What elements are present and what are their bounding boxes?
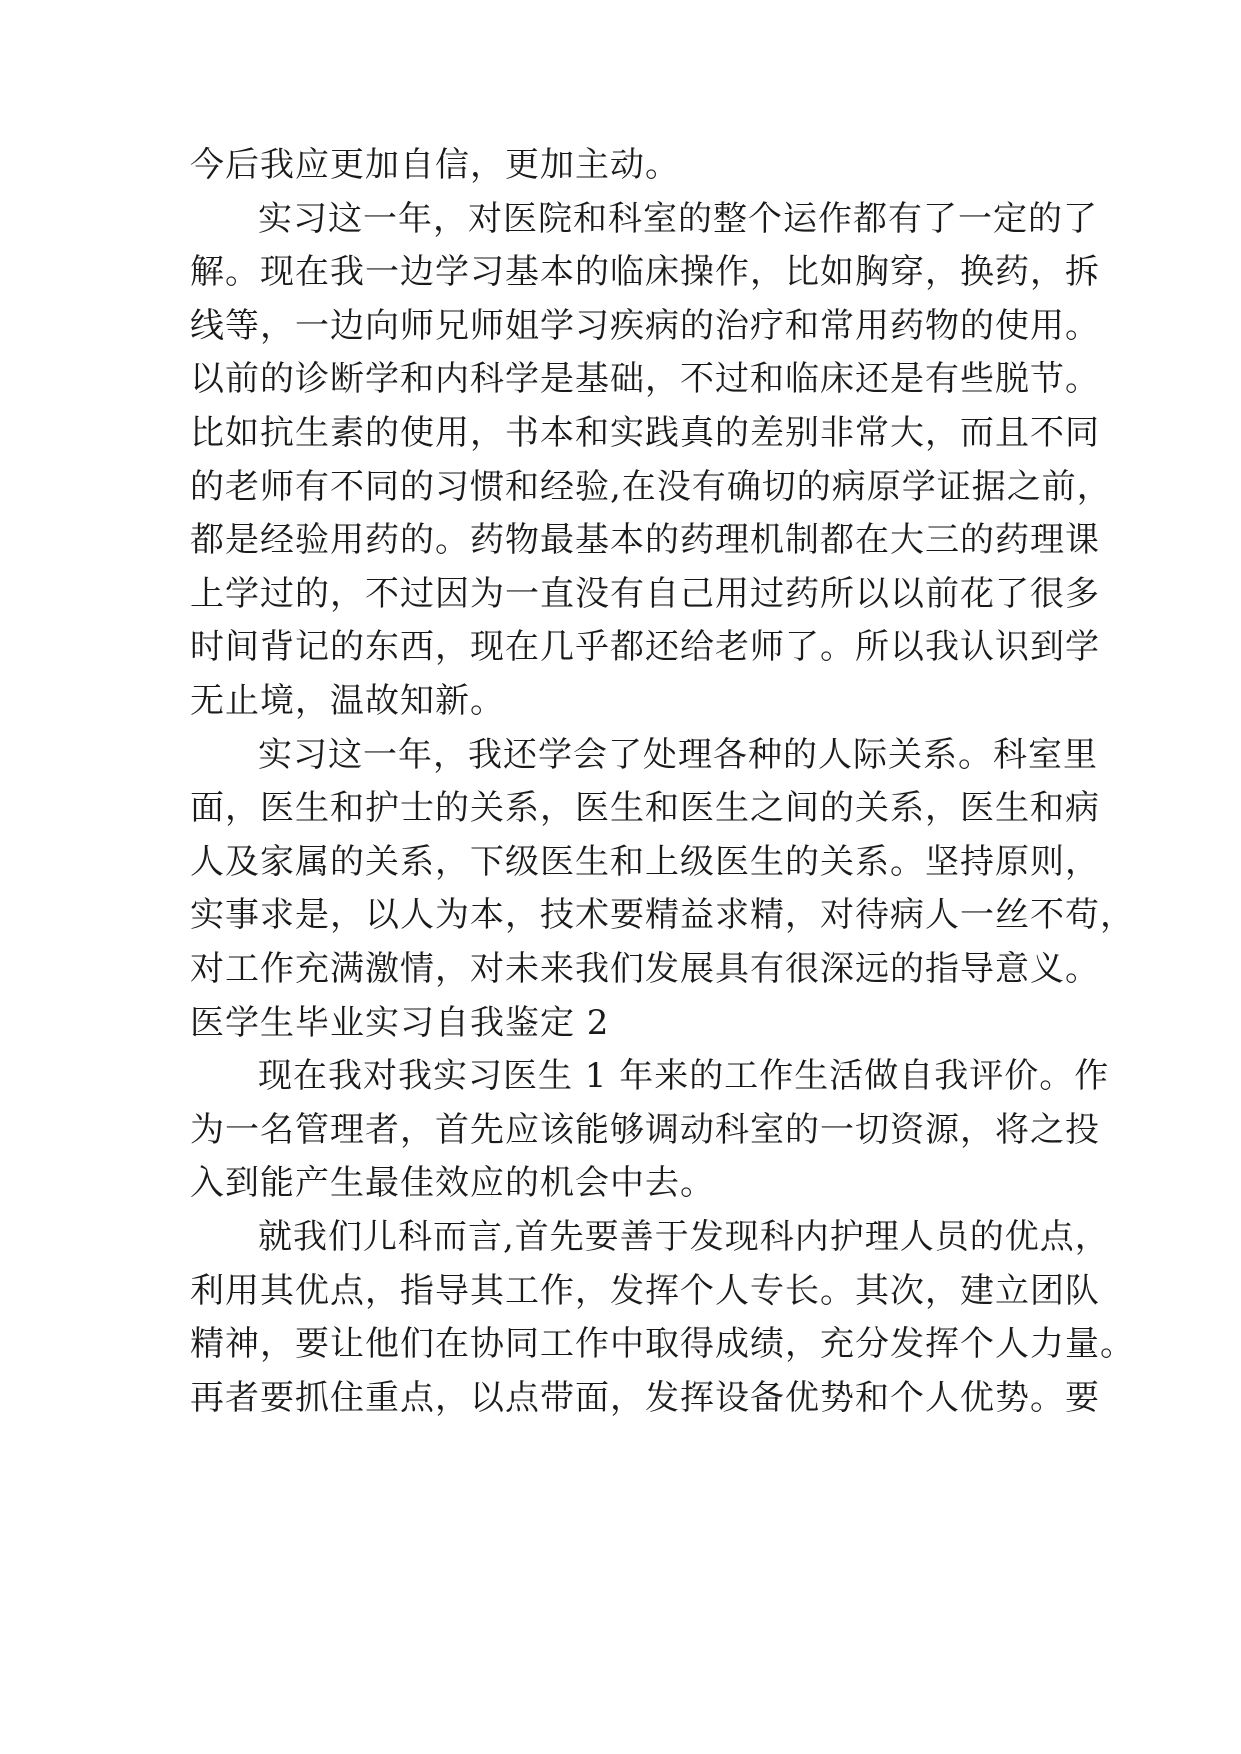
text-line: 面，医生和护士的关系，医生和医生之间的关系，医生和病 [190, 788, 1100, 829]
text-line: 为一名管理者，首先应该能够调动科室的一切资源，将之投 [190, 1109, 1100, 1150]
text-line: 现在我对我实习医生 1 年来的工作生活做自我评价。作 [258, 1056, 1110, 1097]
text-line: 实事求是，以人为本，技术要精益求精，对待病人一丝不苟， [190, 895, 1135, 936]
text-line: 线等，一边向师兄师姐学习疾病的治疗和常用药物的使用。 [190, 305, 1100, 346]
text-line: 实习这一年，我还学会了处理各种的人际关系。科室里 [258, 734, 1098, 775]
text-line: 人及家属的关系，下级医生和上级医生的关系。坚持原则， [190, 841, 1100, 882]
text-line: 时间背记的东西，现在几乎都还给老师了。所以我认识到学 [190, 627, 1100, 668]
text-line: 医学生毕业实习自我鉴定 2 [190, 1002, 610, 1043]
text-line: 无止境，温故知新。 [190, 681, 505, 721]
text-line: 解。现在我一边学习基本的临床操作，比如胸穿，换药，拆 [190, 252, 1100, 293]
text-line: 利用其优点，指导其工作，发挥个人专长。其次，建立团队 [190, 1270, 1100, 1311]
text-line: 比如抗生素的使用，书本和实践真的差别非常大，而且不同 [190, 413, 1100, 453]
text-line: 都是经验用药的。药物最基本的药理机制都在大三的药理课 [190, 520, 1100, 561]
text-line: 的老师有不同的习惯和经验,在没有确切的病原学证据之前， [190, 466, 1112, 507]
text-line: 再者要抓住重点，以点带面，发挥设备优势和个人优势。要 [190, 1377, 1100, 1418]
text-line: 以前的诊断学和内科学是基础，不过和临床还是有些脱节。 [190, 359, 1100, 400]
text-line: 对工作充满激情，对未来我们发展具有很深远的指导意义。 [190, 949, 1100, 989]
text-line: 精神，要让他们在协同工作中取得成绩，充分发挥个人力量。 [190, 1324, 1135, 1365]
text-line: 实习这一年，对医院和科室的整个运作都有了一定的了 [258, 198, 1098, 239]
text-line: 就我们儿科而言,首先要善于发现科内护理人员的优点， [258, 1217, 1110, 1257]
text-line: 上学过的，不过因为一直没有自己用过药所以以前花了很多 [190, 573, 1100, 614]
text-line: 今后我应更加自信，更加主动。 [190, 145, 680, 185]
text-line: 入到能产生最佳效应的机会中去。 [190, 1163, 715, 1204]
